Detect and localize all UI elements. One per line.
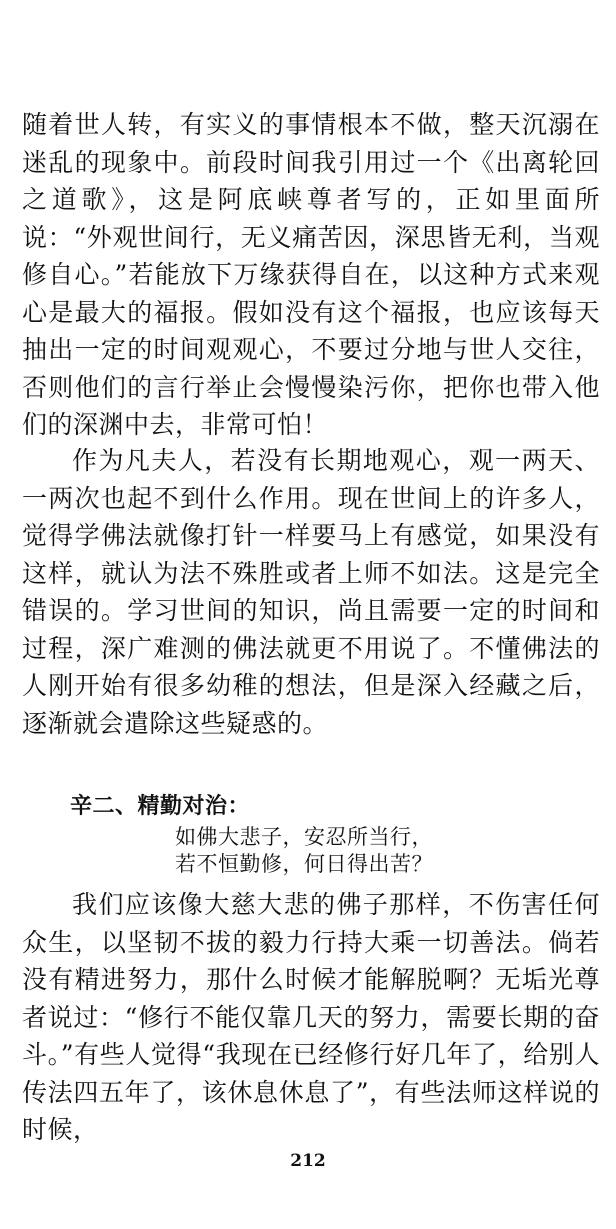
body-paragraph-1: 随着世人转，有实义的事情根本不做，整天沉溺在迷乱的现象中。前段时间我引用过一个《出离轮回之道歌》，这是阿底峡尊者写的，正如里面所说：“外观世间行，无义痛苦因，深思皆无利，当观修自心。”若能放下万缘获得自在，以这种方式来观心是最大的福报。假如没有这个福报，也应该每天抽出一定的时间观观心，不要过分地与世人交往，否则他们的言行举止会慢慢染污你，把你也带入他们的深渊中去，非常可怕！ bbox=[22, 110, 600, 439]
body-paragraph-3: 我们应该像大慈大悲的佛子那样，不伤害任何众生，以坚韧不拔的毅力行持大乘一切善法。倘若没有精进努力，那什么时候才能解脱啊？无垢光尊者说过：“修行不能仅靠几天的努力，需要长期的奋斗。”有些人觉得“我现在已经修行好几年了，给别人传法四五年了，该休息休息了”，有些法师这样说的时候， bbox=[22, 890, 600, 1144]
page-number: 212 bbox=[290, 1151, 326, 1171]
body-paragraph-2: 作为凡夫人，若没有长期地观心，观一两天、一两次也起不到什么作用。现在世间上的许多人，觉得学佛法就像打针一样要马上有感觉，如果没有这样，就认为法不殊胜或者上师不如法。这是完全错误的。学习世间的知识，尚且需要一定的时间和过程，深广难测的佛法就更不用说了。不懂佛法的人刚开始有很多幼稚的想法，但是深入经藏之后，逐渐就会遣除这些疑惑的。 bbox=[22, 446, 600, 738]
verse-line-1: 如佛大悲子，安忍所当行， bbox=[175, 825, 433, 849]
verse-line-2: 若不恒勤修，何日得出苦？ bbox=[175, 852, 433, 876]
section-heading: 辛二、精勤对治： bbox=[70, 794, 251, 819]
